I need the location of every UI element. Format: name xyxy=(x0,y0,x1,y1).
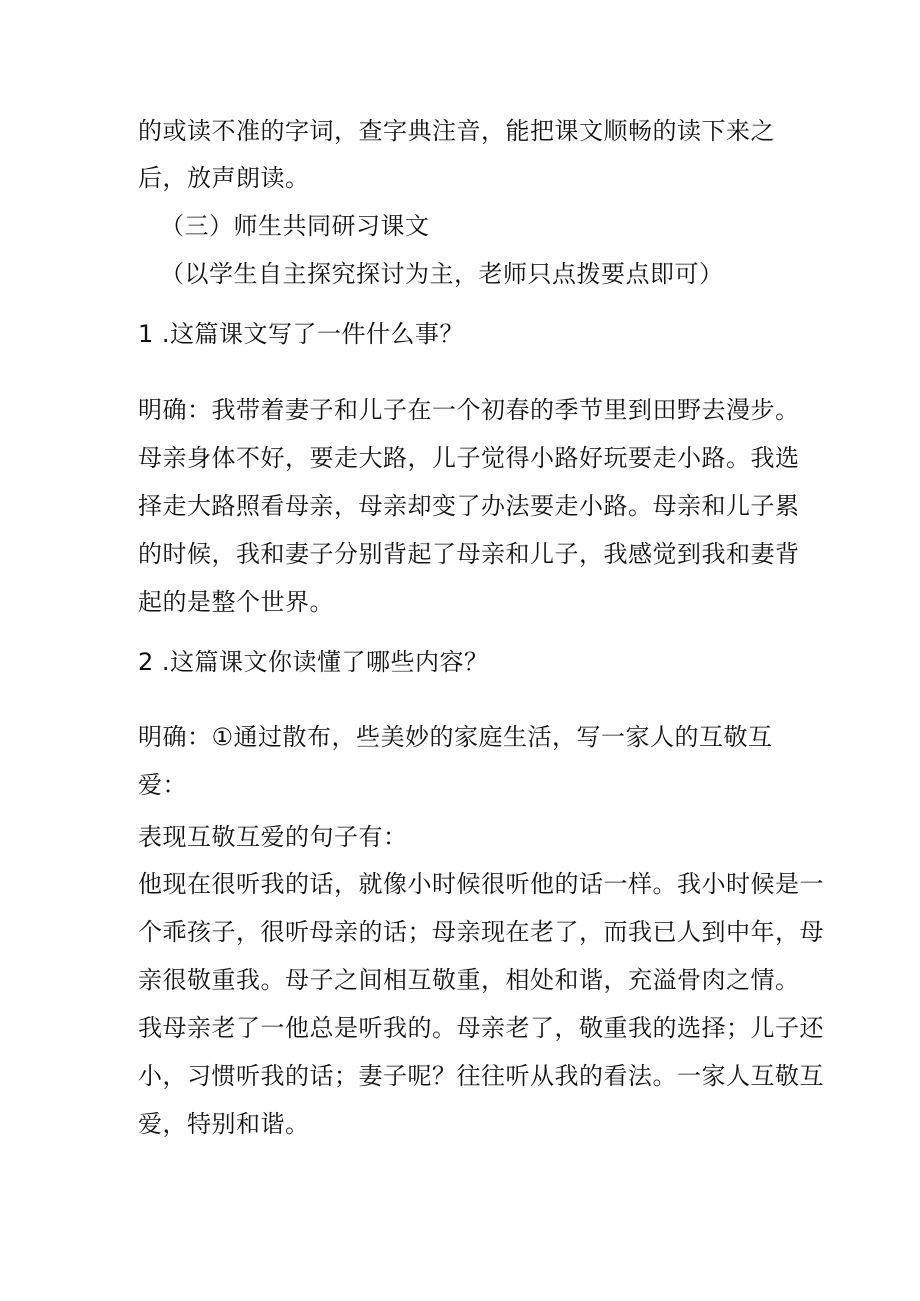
text-line: 我母亲老了一他总是听我的。母亲老了，敬重我的选择；儿子还 xyxy=(138,1014,824,1042)
text-line: 爱，特别和谐。 xyxy=(138,1110,310,1138)
text-line: 表现互敬互爱的句子有： xyxy=(138,823,408,851)
text-line: 母亲身体不好，要走大路，儿子觉得小路好玩要走小路。我选 xyxy=(138,444,800,472)
text-line: 个乖孩子，很听母亲的话；母亲现在老了，而我已人到中年，母 xyxy=(138,918,824,946)
text-line: 起的是整个世界。 xyxy=(138,588,334,616)
section-heading: （三）师生共同研习课文 xyxy=(160,212,430,240)
text-line: （以学生自主探究探讨为主，老师只点拨要点即可） xyxy=(160,260,724,288)
question-heading: 2 .这篇课文你读懂了哪些内容？ xyxy=(138,648,489,676)
text-line: 小，习惯听我的话；妻子呢？往往听从我的看法。一家人互敬互 xyxy=(138,1062,824,1090)
text-line: 亲很敬重我。母子之间相互敬重，相处和谐，充溢骨肉之情。 xyxy=(138,966,800,994)
text-line: 的时候，我和妻子分别背起了母亲和儿子，我感觉到我和妻背 xyxy=(138,540,800,568)
text-line: 明确：我带着妻子和儿子在一个初春的季节里到田野去漫步。 xyxy=(138,396,800,424)
text-line: 爱： xyxy=(138,771,187,799)
text-line: 他现在很听我的话，就像小时候很听他的话一样。我小时候是一 xyxy=(138,870,824,898)
question-heading: 1 .这篇课文写了一件什么事？ xyxy=(138,320,465,348)
text-line: 明确：①通过散布，些美妙的家庭生活，写一家人的互敬互 xyxy=(138,723,773,751)
text-line: 后，放声朗读。 xyxy=(138,164,310,192)
text-line: 的或读不准的字词，查字典注音，能把课文顺畅的读下来之 xyxy=(138,117,775,145)
text-line: 择走大路照看母亲，母亲却变了办法要走小路。母亲和儿子累 xyxy=(138,492,800,520)
